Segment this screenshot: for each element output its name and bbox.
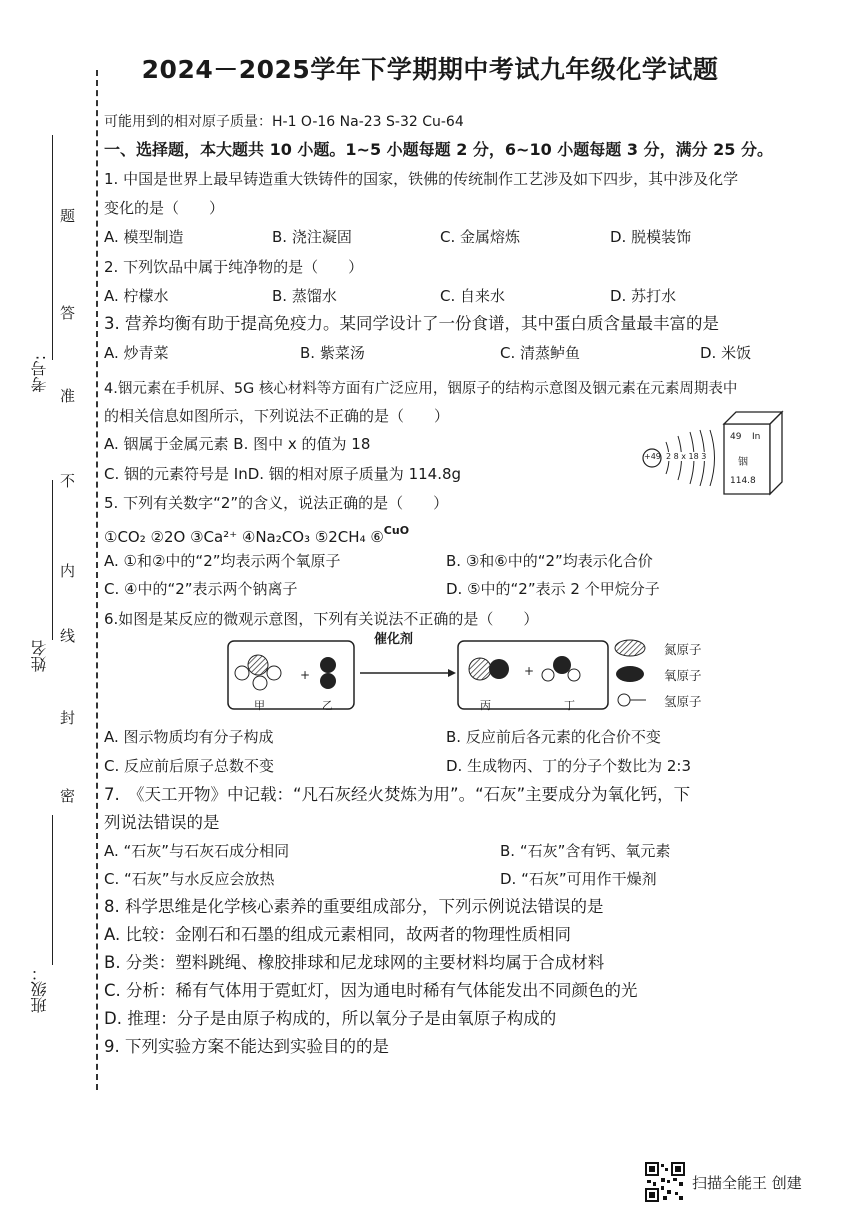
atomic-mass-line: 可能用到的相对原子质量：H-1 O-16 Na-23 S-32 Cu-64 (104, 114, 464, 130)
q3-option-c: C. 清蒸鲈鱼 (500, 344, 581, 362)
q3-option-a: A. 炒青菜 (104, 344, 169, 362)
periodic-cell-name: 铟 (738, 457, 748, 468)
reaction-micro-diagram (226, 635, 616, 715)
q5-option-a: A. ①和②中的“2”均表示两个氧原子 (104, 552, 341, 570)
margin-char-zhun: 准 (60, 387, 76, 405)
q4-stem-line1: 4.铟元素在手机屏、5G 核心材料等方面有广泛应用，铟原子的结构示意图及铟元素在元素周期表中 (104, 381, 738, 397)
margin-char-mi: 密 (60, 787, 76, 805)
periodic-cell-symbol: In (752, 432, 761, 442)
q3-option-b: B. 紫菜汤 (300, 344, 365, 362)
q2-option-d: D. 苏打水 (610, 287, 677, 305)
svg-text:+: + (300, 668, 311, 682)
margin-char-xian: 线 (60, 627, 76, 645)
margin-char-bu: 不 (60, 472, 76, 490)
q4-options-cd: C. 铟的元素符号是 InD. 铟的相对原子质量为 114.8g (104, 465, 462, 483)
q8-option-d: D. 推理：分子是由原子构成的，所以氧分子是由氧原子构成的 (104, 1009, 557, 1028)
molecule-jia-label: 甲 (254, 699, 265, 712)
q8-option-c: C. 分析：稀有气体用于霓虹灯，因为通电时稀有气体能发出不同颜色的光 (104, 981, 638, 1000)
q6-option-b: B. 反应前后各元素的化合价不变 (446, 728, 661, 746)
q1-stem-line1: 1. 中国是世界上最早铸造重大铁铸件的国家，铁佛的传统制作工艺涉及如下四步，其中涉及化学 (104, 170, 739, 188)
q5-items-text: ①CO₂ ②2O ③Ca²⁺ ④Na₂CO₃ ⑤2CH₄ ⑥ (104, 528, 384, 546)
name-line (52, 480, 53, 640)
q3-option-d: D. 米饭 (700, 344, 752, 362)
q1-stem-line2: 变化的是（ ） (104, 199, 225, 217)
q7-option-b: B. “石灰”含有钙、氧元素 (500, 842, 671, 860)
qr-code-icon (645, 1162, 685, 1202)
q5-stem: 5. 下列有关数字“2”的含义，说法正确的是（ ） (104, 494, 449, 512)
margin-char-da: 答 (60, 304, 76, 322)
q7-option-d: D. “石灰”可用作干燥剂 (500, 870, 657, 888)
legend-oxygen: 氧原子 (664, 668, 702, 683)
indium-nucleus-charge: +49 (644, 452, 661, 461)
q1-option-c: C. 金属熔炼 (440, 228, 521, 246)
class-label: 班级： (30, 965, 49, 1013)
name-label: 姓名 (30, 640, 49, 672)
q2-option-b: B. 蒸馏水 (272, 287, 337, 305)
molecule-yi-label: 乙 (322, 699, 333, 712)
q1-option-d: D. 脱模装饰 (610, 228, 692, 246)
periodic-cell-mass: 114.8 (730, 476, 756, 486)
q5-option-c: C. ④中的“2”表示两个钠离子 (104, 580, 298, 598)
q5-option-d: D. ⑤中的“2”表示 2 个甲烷分子 (446, 580, 660, 598)
binding-dashed-line (96, 70, 98, 1090)
svg-text:+: + (524, 664, 535, 678)
exam-number-line (52, 135, 53, 360)
q8-option-b: B. 分类：塑料跳绳、橡胶排球和尼龙球网的主要材料均属于合成材料 (104, 953, 605, 972)
q4-stem-line2: 的相关信息如图所示，下列说法不正确的是（ ） (104, 407, 450, 425)
margin-char-feng: 封 (60, 709, 76, 727)
legend-hydrogen: 氢原子 (664, 694, 702, 709)
molecule-ding-label: 丁 (564, 699, 575, 712)
q2-stem: 2. 下列饮品中属于纯净物的是（ ） (104, 258, 364, 276)
q5-items (104, 520, 409, 548)
q6-option-a: A. 图示物质均有分子构成 (104, 728, 274, 746)
legend-nitrogen: 氮原子 (664, 642, 702, 657)
q6-option-c: C. 反应前后原子总数不变 (104, 757, 275, 775)
q8-stem: 8. 科学思维是化学核心素养的重要组成部分，下列示例说法错误的是 (104, 897, 604, 916)
section-one-heading: 一、选择题，本大题共 10 小题。1~5 小题每题 2 分，6~10 小题每题 3 分，满分 25 分。 (104, 140, 773, 159)
q2-option-c: C. 自来水 (440, 287, 506, 305)
exam-title: 2024－2025学年下学期期中考试九年级化学试题 (141, 55, 719, 84)
q7-option-a: A. “石灰”与石灰石成分相同 (104, 842, 290, 860)
scanner-watermark: 扫描全能王 创建 (692, 1174, 802, 1192)
margin-char-ti: 题 (60, 207, 76, 225)
q1-option-b: B. 浇注凝固 (272, 228, 352, 246)
margin-char-nei: 内 (60, 562, 76, 580)
class-line (52, 815, 53, 965)
q9-stem: 9. 下列实验方案不能达到实验目的的是 (104, 1037, 389, 1056)
q5-item6-sup: CuO (383, 524, 410, 537)
indium-electron-shells: 2 8 x 18 3 (666, 452, 707, 461)
exam-number-label: 考号: (30, 355, 49, 393)
catalyst-label: 催化剂 (374, 632, 414, 647)
q6-stem: 6.如图是某反应的微观示意图，下列有关说法不正确的是（ ） (104, 610, 539, 628)
q7-stem-line2: 列说法错误的是 (104, 813, 220, 832)
q5-option-b: B. ③和⑥中的“2”均表示化合价 (446, 552, 653, 570)
q7-option-c: C. “石灰”与水反应会放热 (104, 870, 275, 888)
q4-options-ab: A. 铟属于金属元素 B. 图中 x 的值为 18 (104, 435, 371, 453)
q8-option-a: A. 比较：金刚石和石墨的组成元素相同，故两者的物理性质相同 (104, 925, 571, 944)
q1-option-a: A. 模型制造 (104, 228, 184, 246)
atom-legend-symbols (612, 638, 648, 708)
q2-option-a: A. 柠檬水 (104, 287, 169, 305)
q3-stem: 3. 营养均衡有助于提高免疫力。某同学设计了一份食谱，其中蛋白质含量最丰富的是 (104, 314, 719, 333)
molecule-bing-label: 丙 (480, 699, 491, 712)
q7-stem-line1: 7. 《天工开物》中记载：“凡石灰经火焚炼为用”。“石灰”主要成分为氧化钙，下 (104, 785, 691, 804)
periodic-cell-number: 49 (730, 432, 742, 442)
q6-option-d: D. 生成物丙、丁的分子个数比为 2:3 (446, 757, 691, 775)
